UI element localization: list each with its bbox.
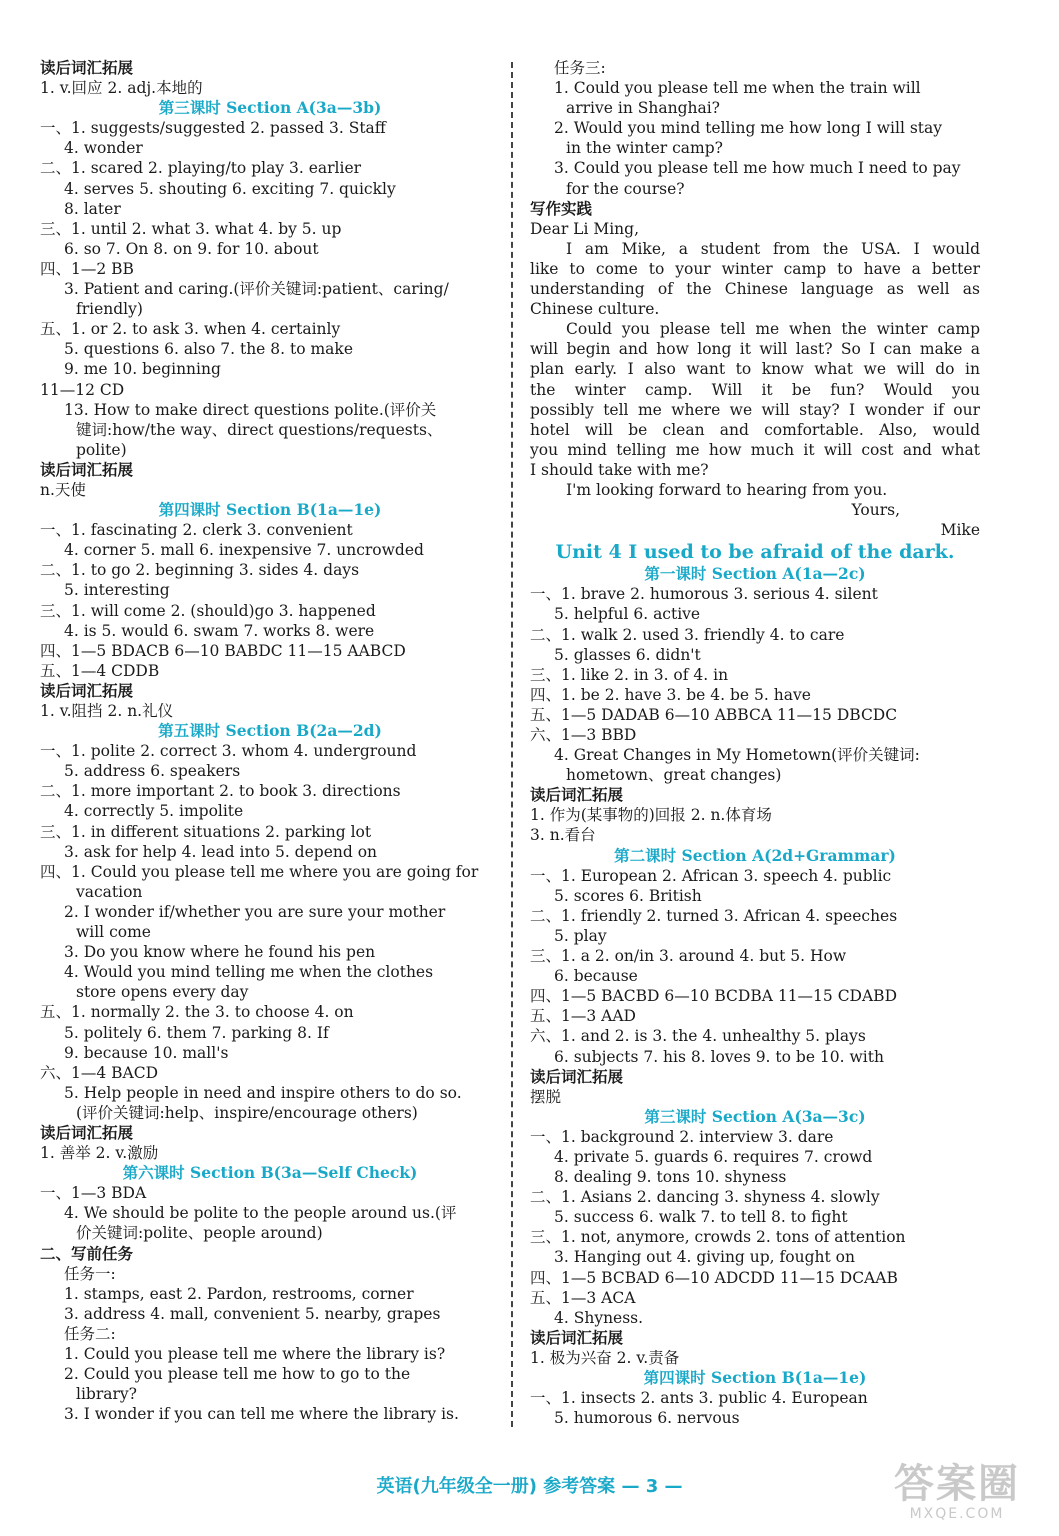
unit-title: Unit 4 I used to be afraid of the dark. — [555, 541, 955, 564]
answer-line: 2. Would you mind telling me how long I will stay — [554, 119, 943, 138]
answer-line: 5. Help people in need and inspire others to do so. — [64, 1083, 462, 1102]
answer-line: 一、1. polite 2. correct 3. whom 4. underground — [40, 742, 417, 761]
answer-line: 8. later — [64, 199, 121, 218]
answer-line: 摆脱 — [530, 1087, 562, 1106]
answer-line: in the winter camp? — [566, 139, 723, 158]
answer-line: 3. Could you please tell me how much I need to pay — [554, 159, 961, 178]
answer-line: the winter camp. Will it be fun? Would you — [530, 380, 980, 399]
answer-line: 三、1. like 2. in 3. of 4. in — [530, 665, 729, 684]
answer-line: 4. Would you mind telling me when the clothes — [64, 963, 434, 982]
answer-line: 五、1. or 2. to ask 3. when 4. certainly — [40, 320, 341, 339]
answer-line: friendly) — [76, 300, 143, 319]
lesson-title: 第一课时 Section A(1a—2c) — [644, 564, 866, 584]
answer-line: 一、1. suggests/suggested 2. passed 3. Staff — [40, 119, 386, 138]
answer-line: 五、1—5 DADAB 6—10 ABBCA 11—15 DBCDC — [530, 705, 898, 724]
answer-line: 5. play — [554, 926, 607, 945]
section-heading: 读后词汇拓展 — [40, 680, 134, 700]
lesson-title: 第六课时 Section B(3a—Self Check) — [122, 1163, 418, 1183]
answer-line: 二、1. to go 2. beginning 3. sides 4. days — [40, 561, 360, 580]
answer-line: for the course? — [566, 179, 685, 198]
answer-line: 六、1—3 BBD — [530, 726, 637, 744]
answer-line: 5. questions 6. also 7. the 8. to make — [64, 340, 353, 359]
answer-line: library? — [76, 1385, 137, 1404]
answer-line: 4. correctly 5. impolite — [64, 802, 244, 821]
answer-line: 三、1. will come 2. (should)go 3. happened — [40, 601, 376, 620]
answer-line: 13. How to make direct questions polite.(评价关 — [64, 400, 437, 419]
section-heading: 读后词汇拓展 — [530, 785, 624, 805]
answer-line: 五、1—3 ACA — [530, 1288, 636, 1307]
answer-line: 4. wonder — [64, 139, 143, 158]
section-heading: 读后词汇拓展 — [40, 58, 134, 77]
answer-line: 9. because 10. mall's — [64, 1043, 229, 1062]
answer-line: 1. v.回应 2. adj.本地的 — [40, 79, 203, 98]
answer-line: 5. success 6. walk 7. to tell 8. to fight — [554, 1208, 848, 1227]
answer-line: I should take with me? — [530, 460, 709, 479]
answer-line: understanding of the Chinese language as well as — [530, 280, 980, 299]
answer-line: 3. Patient and caring.(评价关键词:patient、caring/ — [64, 280, 449, 299]
answer-line: 6. so 7. On 8. on 9. for 10. about — [64, 239, 319, 258]
answer-line: 5. address 6. speakers — [64, 762, 241, 781]
answer-line: 二、1. Asians 2. dancing 3. shyness 4. slowly — [530, 1188, 880, 1207]
answer-line: 5. interesting — [64, 581, 170, 600]
answer-line: 3. n.看台 — [530, 826, 596, 845]
answer-line: 任务一: — [64, 1264, 116, 1283]
answer-line: 一、1. background 2. interview 3. dare — [530, 1127, 834, 1146]
lesson-title: 第四课时 Section B(1a—1e) — [158, 500, 382, 520]
section-heading: 二、写前任务 — [40, 1243, 134, 1263]
answer-line: plan early. I also want to know what we will do in — [530, 360, 980, 379]
answer-line: 3. I wonder if you can tell me where the library is. — [64, 1405, 459, 1424]
answer-line: 1. Could you please tell me where the library is? — [64, 1345, 446, 1363]
lesson-title: 第三课时 Section A(3a—3c) — [644, 1106, 866, 1126]
section-heading: 读后词汇拓展 — [530, 1327, 624, 1347]
lesson-title: 第三课时 Section A(3a—3b) — [158, 98, 382, 118]
answer-line: 1. Could you please tell me when the train will — [554, 79, 921, 98]
answer-line: 任务二: — [64, 1324, 116, 1343]
answer-line: 5. politely 6. them 7. parking 8. If — [64, 1023, 329, 1042]
answer-line: 五、1—4 CDDB — [40, 661, 160, 680]
lesson-title: 第四课时 Section B(1a—1e) — [643, 1368, 867, 1387]
answer-line: 4. Great Changes in My Hometown(评价关键词: — [554, 746, 920, 765]
answer-line: 1. 善举 2. v.激励 — [40, 1144, 159, 1163]
answer-line: 六、1—4 BACD — [40, 1063, 159, 1082]
answer-line: polite) — [76, 440, 127, 459]
answer-line: 4. corner 5. mall 6. inexpensive 7. uncrowded — [64, 541, 424, 560]
lesson-title: 第五课时 Section B(2a—2d) — [158, 721, 382, 741]
answer-line: 1. v.阻挡 2. n.礼仪 — [40, 702, 174, 720]
answer-line: arrive in Shanghai? — [566, 99, 720, 118]
answer-line: vacation — [76, 882, 143, 901]
answer-line: 一、1. insects 2. ants 3. public 4. European — [530, 1389, 868, 1408]
answer-line: 三、1. in different situations 2. parking lot — [40, 822, 372, 841]
answer-line: 二、1. walk 2. used 3. friendly 4. to care — [530, 625, 845, 644]
answer-line: Yours, — [851, 501, 900, 520]
left-column — [40, 58, 500, 1424]
answer-line: 三、1. until 2. what 3. what 4. by 5. up — [40, 219, 342, 238]
answer-line: I'm looking forward to hearing from you. — [566, 480, 888, 499]
answer-line: like to come to your winter camp to have a better — [530, 259, 980, 278]
answer-line: 键词:how/the way、direct questions/requests、 — [76, 420, 443, 439]
answer-line: 一、1—3 BDA — [40, 1184, 147, 1203]
answer-line: 四、1. Could you please tell me where you are going for — [40, 862, 479, 881]
watermark-text: 答案圈 — [894, 1461, 1020, 1507]
answer-line: (评价关键词:help、inspire/encourage others) — [76, 1103, 418, 1122]
answer-line: 6. subjects 7. his 8. loves 9. to be 10. with — [554, 1047, 884, 1066]
section-heading: 写作实践 — [530, 198, 593, 218]
answer-line: hotel will be clean and comfortable. Also, would — [530, 420, 980, 439]
answer-line: 5. glasses 6. didn't — [554, 645, 701, 664]
answer-line: 8. dealing 9. tons 10. shyness — [554, 1168, 787, 1187]
answer-line: 3. address 4. mall, convenient 5. nearby, grapes — [64, 1304, 441, 1323]
answer-line: Chinese culture. — [530, 300, 660, 319]
answer-line: will begin and how long it will last? So I can make a — [530, 340, 980, 359]
answer-line: 四、1—5 BCBAD 6—10 ADCDD 11—15 DCAAB — [530, 1268, 898, 1287]
section-heading: 读后词汇拓展 — [530, 1066, 624, 1086]
answer-line: Mike — [940, 521, 980, 540]
answer-line: 一、1. brave 2. humorous 3. serious 4. silent — [530, 585, 878, 604]
answer-line: store opens every day — [76, 983, 249, 1002]
answer-line: 2. I wonder if/whether you are sure your mother — [64, 902, 446, 921]
answer-line: 4. is 5. would 6. swam 7. works 8. were — [64, 621, 375, 640]
answer-line: 3. Hanging out 4. giving up, fought on — [554, 1248, 855, 1267]
answer-line: 2. Could you please tell me how to go to the — [64, 1365, 411, 1384]
answer-line: 9. me 10. beginning — [64, 360, 221, 379]
answer-line: hometown、great changes) — [566, 766, 782, 785]
answer-line: 3. Do you know where he found his pen — [64, 943, 376, 962]
answer-line: 二、1. more important 2. to book 3. directions — [40, 782, 401, 801]
answer-line: 四、1—5 BDACB 6—10 BABDC 11—15 AABCD — [40, 641, 406, 660]
answer-line: 二、1. friendly 2. turned 3. African 4. speeches — [530, 906, 898, 925]
answer-line: 四、1—2 BB — [40, 259, 134, 278]
answer-line: 价关键词:polite、people around) — [76, 1224, 323, 1243]
section-heading: 读后词汇拓展 — [40, 459, 134, 479]
answer-line: 五、1—3 AAD — [530, 1007, 636, 1026]
answer-line: Dear Li Ming, — [530, 219, 640, 238]
answer-line: I am Mike, a student from the USA. I would — [566, 239, 980, 258]
answer-line: will come — [76, 923, 151, 942]
right-column — [530, 58, 980, 1428]
answer-line: Could you please tell me when the winter camp — [566, 320, 980, 339]
column-divider — [511, 62, 513, 1427]
answer-line: 1. 作为(某事物的)回报 2. n.体育场 — [530, 806, 772, 825]
answer-line: 5. humorous 6. nervous — [554, 1409, 740, 1428]
answer-line: 3. ask for help 4. lead into 5. depend on — [64, 842, 378, 861]
answer-line: 四、1—5 BACBD 6—10 BCDBA 11—15 CDABD — [530, 987, 897, 1006]
answer-line: 4. serves 5. shouting 6. exciting 7. quickly — [64, 179, 396, 198]
answer-line: you mind telling me how much it will cost and what — [530, 440, 980, 459]
page-footer: 英语(九年级全一册) 参考答案 — 3 — — [376, 1476, 683, 1497]
answer-line: 四、1. be 2. have 3. be 4. be 5. have — [530, 685, 811, 704]
answer-line: 4. We should be polite to the people around us.(评 — [64, 1204, 457, 1223]
answer-line: 一、1. European 2. African 3. speech 4. public — [530, 866, 892, 885]
answer-line: 二、1. scared 2. playing/to play 3. earlier — [40, 159, 362, 178]
answer-line: 六、1. and 2. is 3. the 4. unhealthy 5. plays — [530, 1027, 866, 1046]
answer-line: 三、1. not, anymore, crowds 2. tons of attention — [530, 1228, 906, 1247]
answer-line: 一、1. fascinating 2. clerk 3. convenient — [40, 521, 353, 540]
answer-line: 1. stamps, east 2. Pardon, restrooms, corner — [64, 1284, 414, 1303]
answer-line: n.天使 — [40, 480, 86, 499]
lesson-title: 第二课时 Section A(2d+Grammar) — [614, 845, 896, 865]
answer-line: 5. helpful 6. active — [554, 605, 701, 624]
answer-line: 6. because — [554, 967, 638, 986]
answer-line: 三、1. a 2. on/in 3. around 4. but 5. How — [530, 947, 847, 966]
answer-line: possibly tell me where we will stay? I wonder if our — [530, 400, 980, 419]
answer-line: 1. 极为兴奋 2. v.责备 — [530, 1348, 680, 1367]
answer-line: 4. private 5. guards 6. requires 7. crowd — [554, 1147, 873, 1166]
watermark-url: MXQE.COM — [909, 1506, 1005, 1522]
answer-line: 任务三: — [554, 59, 606, 77]
answer-line: 5. scores 6. British — [554, 886, 702, 905]
answer-line: 五、1. normally 2. the 3. to choose 4. on — [40, 1003, 354, 1022]
answer-line: 4. Shyness. — [554, 1308, 644, 1327]
section-heading: 读后词汇拓展 — [40, 1122, 134, 1142]
answer-line: 11—12 CD — [40, 380, 125, 399]
watermark-logo — [882, 1462, 1032, 1524]
